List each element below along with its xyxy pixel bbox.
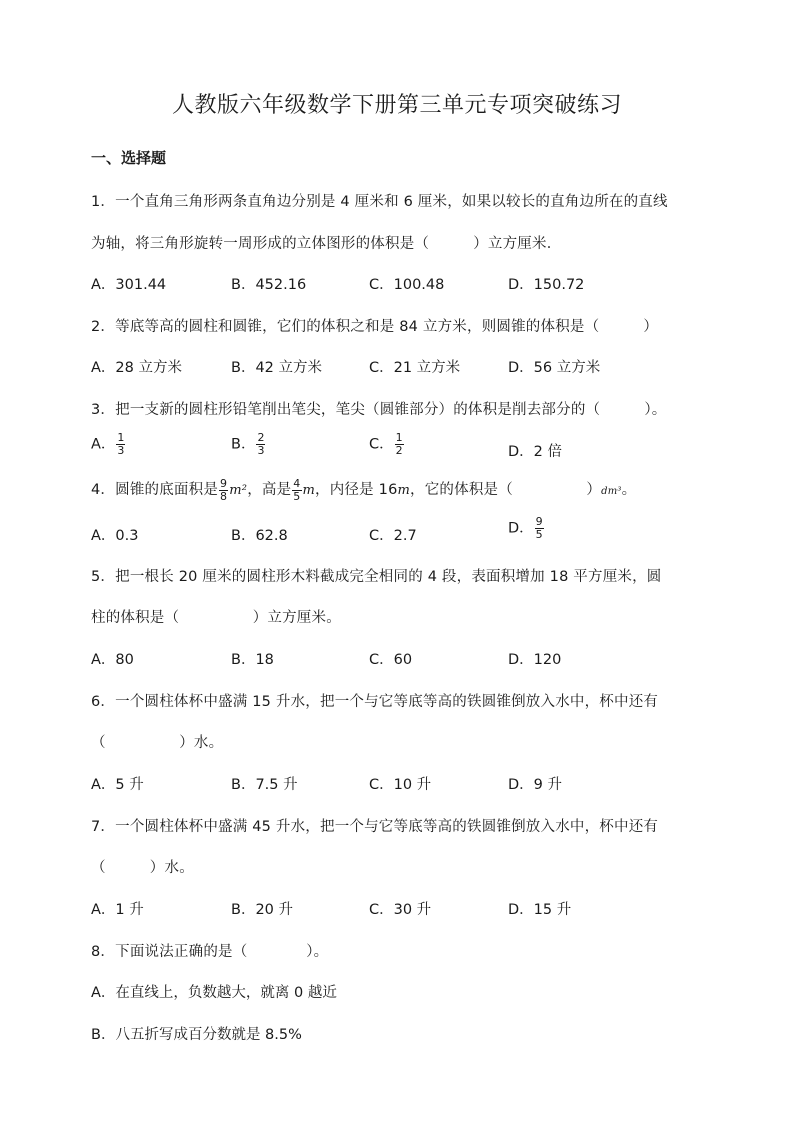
- question-3-option-d: D．2 倍: [508, 444, 562, 460]
- fraction-numerator: 1: [395, 431, 403, 444]
- fraction-denominator: 5: [293, 489, 301, 503]
- question-6-option-d: D．9 升: [508, 777, 562, 793]
- fraction-denominator: 5: [535, 528, 543, 541]
- question-2-option-a: A．28 立方米: [91, 360, 182, 376]
- question-2-option-d: D．56 立方米: [508, 360, 601, 376]
- fraction-four-fifths: [292, 478, 301, 503]
- fraction-numerator: 9: [220, 476, 228, 490]
- question-6-option-b: B．7.5 升: [231, 777, 298, 793]
- unit-meter: m: [302, 483, 316, 498]
- question-5-line-1: 5．把一根长 20 厘米的圆柱形木料截成完全相同的 4 段，表面积增加 18 平方厘米，圆: [91, 569, 662, 585]
- question-5-option-d: D．120: [508, 652, 562, 668]
- question-1-option-d: D．150.72: [508, 277, 585, 293]
- question-1-option-c: C．100.48: [369, 277, 445, 293]
- fraction-denominator: 3: [257, 444, 265, 457]
- question-7-line-2: （ ）水。: [91, 860, 194, 876]
- question-4-option-c: C．2.7: [369, 528, 417, 544]
- option-b-label: B．: [231, 436, 256, 453]
- question-4-line-1: [91, 474, 636, 508]
- question-4-option-b: B．62.8: [231, 528, 288, 544]
- question-3-option-a: [91, 432, 126, 457]
- question-4-option-a: A．0.3: [91, 528, 139, 544]
- question-7-option-a: A．1 升: [91, 902, 144, 918]
- question-4-option-d: [508, 516, 545, 541]
- fraction-denominator: 8: [220, 489, 228, 503]
- question-4-text-part-3: ，内径是 16: [315, 482, 398, 498]
- unit-meter: m: [397, 483, 411, 498]
- option-a-label: A．: [91, 436, 116, 453]
- question-7-option-c: C．30 升: [369, 902, 432, 918]
- question-4-text-part-1: 4．圆锥的底面积是: [91, 482, 219, 498]
- question-2-option-b: B．42 立方米: [231, 360, 323, 376]
- question-5-line-2: 柱的体积是（ ）立方厘米。: [91, 610, 341, 626]
- fraction-nine-fifths: [535, 516, 544, 541]
- question-8-option-b: B．八五折写成百分数就是 8.5%: [91, 1027, 302, 1043]
- question-6-line-2: （ ）水。: [91, 735, 224, 751]
- question-7-line-1: 7．一个圆柱体杯中盛满 45 升水，把一个与它等底等高的铁圆锥倒放入水中，杯中还有: [91, 819, 659, 835]
- question-1-option-a: A．301.44: [91, 277, 167, 293]
- option-d-label: D．: [508, 520, 534, 537]
- fraction-denominator: 2: [395, 444, 403, 457]
- question-7-option-b: B．20 升: [231, 902, 294, 918]
- fraction-one-third: [116, 432, 125, 457]
- section-heading: 一、选择题: [91, 149, 167, 167]
- question-4-text-part-2: ，高是: [247, 482, 292, 498]
- option-c-label: C．: [369, 436, 394, 453]
- fraction-numerator: 9: [535, 515, 543, 528]
- unit-square-meter: m²: [229, 483, 248, 498]
- question-6-option-c: C．10 升: [369, 777, 432, 793]
- question-3-line-1: 3．把一支新的圆柱形铅笔削出笔尖，笔尖（圆锥部分）的体积是削去部分的（ ）。: [91, 402, 667, 418]
- unit-cubic-decimeter: dm³: [601, 486, 622, 497]
- question-4-text-part-4: ，它的体积是（ ）: [410, 482, 602, 498]
- question-2-option-c: C．21 立方米: [369, 360, 461, 376]
- question-4-text-part-5: 。: [621, 482, 637, 498]
- question-7-option-d: D．15 升: [508, 902, 572, 918]
- question-8-option-a: A．在直线上，负数越大，就离 0 越近: [91, 985, 337, 1001]
- question-5-option-b: B．18: [231, 652, 274, 668]
- fraction-denominator: 3: [117, 444, 125, 457]
- question-1-option-b: B．452.16: [231, 277, 307, 293]
- question-2-line-1: 2．等底等高的圆柱和圆锥，它们的体积之和是 84 立方米，则圆锥的体积是（ ）: [91, 319, 659, 335]
- question-5-option-a: A．80: [91, 652, 134, 668]
- question-8-line-1: 8．下面说法正确的是（ ）。: [91, 944, 329, 960]
- question-3-option-c: [369, 432, 405, 457]
- question-6-line-1: 6．一个圆柱体杯中盛满 15 升水，把一个与它等底等高的铁圆锥倒放入水中，杯中还有: [91, 694, 659, 710]
- fraction-nine-eighths: [219, 478, 228, 503]
- fraction-numerator: 1: [117, 431, 125, 444]
- question-1-line-1: 1．一个直角三角形两条直角边分别是 4 厘米和 6 厘米，如果以较长的直角边所在的直线: [91, 194, 668, 210]
- fraction-numerator: 2: [257, 431, 265, 444]
- question-5-option-c: C．60: [369, 652, 413, 668]
- fraction-two-thirds: [256, 432, 265, 457]
- page-title: 人教版六年级数学下册第三单元专项突破练习: [171, 93, 622, 118]
- fraction-one-half: [395, 432, 404, 457]
- question-6-option-a: A．5 升: [91, 777, 144, 793]
- fraction-numerator: 4: [293, 476, 301, 490]
- question-3-option-b: [231, 432, 266, 457]
- question-1-line-2: 为轴，将三角形旋转一周形成的立体图形的体积是（ ）立方厘米．: [91, 236, 562, 252]
